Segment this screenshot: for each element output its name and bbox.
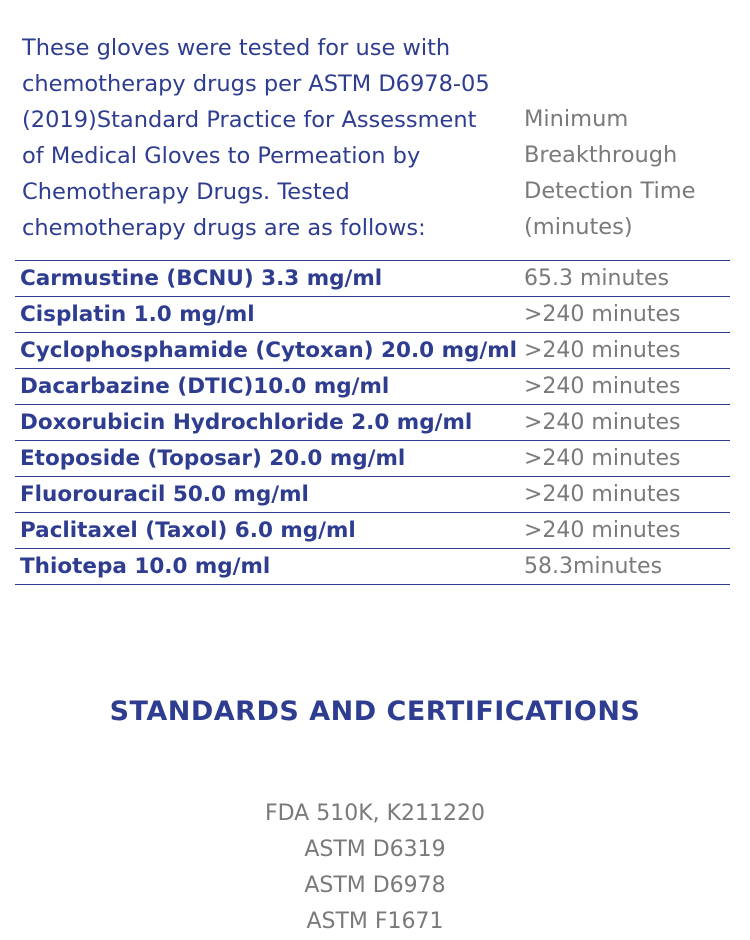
drug-name: Paclitaxel (Taxol) 6.0 mg/ml <box>20 518 356 543</box>
breakthrough-time: 58.3minutes <box>524 554 663 579</box>
drug-name: Fluorouracil 50.0 mg/ml <box>20 482 309 507</box>
breakthrough-time: 65.3 minutes <box>524 266 670 291</box>
breakthrough-time: >240 minutes <box>524 482 681 507</box>
breakthrough-time: >240 minutes <box>524 410 681 435</box>
table-row <box>15 405 730 441</box>
certification-item: FDA 510K, K211220 <box>264 801 486 826</box>
header-line: Detection Time <box>524 178 696 204</box>
breakthrough-time-header <box>524 101 724 245</box>
breakthrough-time: >240 minutes <box>524 374 681 399</box>
standards-title: STANDARDS AND CERTIFICATIONS <box>109 696 641 727</box>
chemo-drug-table <box>15 260 730 585</box>
drug-name: Carmustine (BCNU) 3.3 mg/ml <box>20 266 383 291</box>
header-line: Breakthrough <box>524 142 678 168</box>
certification-item: ASTM D6319 <box>304 837 446 862</box>
intro-paragraph <box>22 30 492 246</box>
table-row <box>15 477 730 513</box>
drug-name: Cisplatin 1.0 mg/ml <box>20 302 255 327</box>
certification-item: ASTM D6978 <box>304 873 446 898</box>
breakthrough-time: >240 minutes <box>524 446 681 471</box>
intro-line: of Medical Gloves to Permeation by <box>22 143 421 169</box>
table-row <box>15 513 730 549</box>
intro-line: Chemotherapy Drugs. Tested <box>22 179 350 205</box>
table-row <box>15 441 730 477</box>
table-row <box>15 261 730 297</box>
table-row <box>15 369 730 405</box>
drug-name: Dacarbazine (DTIC)10.0 mg/ml <box>20 374 390 399</box>
breakthrough-time: >240 minutes <box>524 518 681 543</box>
intro-line: chemotherapy drugs per ASTM D6978-05 <box>22 71 490 97</box>
header-line: (minutes) <box>524 214 633 240</box>
certification-item: ASTM F1671 <box>306 909 444 934</box>
certifications-list <box>0 796 750 940</box>
breakthrough-time: >240 minutes <box>524 302 681 327</box>
table-row <box>15 297 730 333</box>
intro-line: (2019)Standard Practice for Assessment <box>22 107 477 133</box>
breakthrough-time: >240 minutes <box>524 338 681 363</box>
drug-name: Doxorubicin Hydrochloride 2.0 mg/ml <box>20 410 473 435</box>
table-row <box>15 333 730 369</box>
intro-line: These gloves were tested for use with <box>22 35 451 61</box>
drug-name: Thiotepa 10.0 mg/ml <box>20 554 271 579</box>
drug-name: Cyclophosphamide (Cytoxan) 20.0 mg/ml <box>20 338 517 363</box>
header-line: Minimum <box>524 106 629 132</box>
drug-name: Etoposide (Toposar) 20.0 mg/ml <box>20 446 406 471</box>
table-row <box>15 549 730 585</box>
intro-line: chemotherapy drugs are as follows: <box>22 215 426 241</box>
